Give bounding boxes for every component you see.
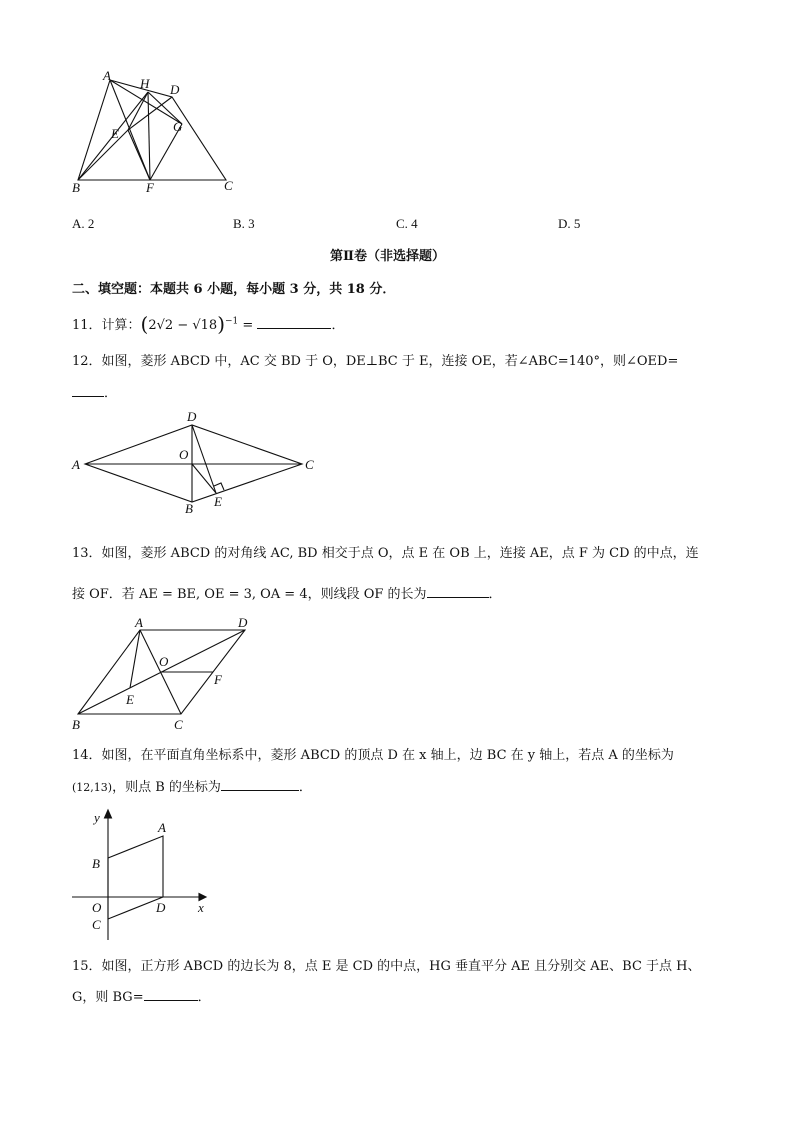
fig2-label-E: E <box>214 494 222 509</box>
fig2-label-O: O <box>179 447 189 462</box>
fig3-label-C: C <box>174 717 183 732</box>
q11-term-a: 2 <box>148 318 157 333</box>
q11-paren-close: ) <box>217 312 226 336</box>
fig1-label-H: H <box>140 76 150 91</box>
option-b: B. 3 <box>233 216 255 231</box>
q15-answer-blank[interactable] <box>144 988 198 1001</box>
fig4-label-C: C <box>92 917 101 932</box>
fig2-label-B: B <box>185 501 193 515</box>
fig4-label-D: D <box>156 900 166 915</box>
question-15-line1: 15．如图，正方形 ABCD 的边长为 8，点 E 是 CD 的中点，HG 垂直平分 AE 且分别交 AE、BC 于点 H、 <box>72 959 701 974</box>
fig1-label-E: E <box>111 126 119 141</box>
fig1-label-F: F <box>146 180 154 195</box>
fig4-label-O: O <box>92 900 102 915</box>
question-13-line2 <box>72 583 502 602</box>
q11-minus: − <box>173 318 193 333</box>
fig1-label-B: B <box>72 180 80 195</box>
option-c: C. 4 <box>396 216 418 231</box>
fig3-label-O: O <box>159 654 169 669</box>
figure-2-rhombus <box>66 405 326 515</box>
fig3-label-A: A <box>135 615 143 630</box>
question-12-line1: 12．如图，菱形 ABCD 中，AC 交 BD 于 O，DE⊥BC 于 E，连接 OE，若∠ABC=140°，则∠OED= <box>72 354 679 369</box>
question-14-line1: 14．如图，在平面直角坐标系中，菱形 ABCD 的顶点 D 在 x 轴上，边 BC 在 y 轴上，若点 A 的坐标为 <box>72 748 674 763</box>
q15-line2-text: G，则 BG= <box>72 990 144 1005</box>
fig3-label-F: F <box>214 672 222 687</box>
q11-sqrt-18: √18 <box>192 318 218 333</box>
question-13-line1: 13．如图，菱形 ABCD 的对角线 AC, BD 相交于点 O，点 E 在 OB 上，连接 AE，点 F 为 CD 的中点，连 <box>72 546 699 561</box>
fig1-label-D: D <box>170 82 180 97</box>
q12-answer-blank[interactable] <box>72 384 104 397</box>
q11-equals: = <box>238 318 258 333</box>
question-11 <box>72 312 344 336</box>
question-12-line2 <box>72 382 117 401</box>
section-title: 第Ⅱ卷（非选择题） <box>330 249 445 264</box>
q13-answer-blank[interactable] <box>427 585 489 598</box>
question-14-line2 <box>72 776 312 795</box>
fig1-label-A: A <box>103 68 111 83</box>
q14-line2-text: ，则点 B 的坐标为 <box>112 780 221 795</box>
q11-sqrt-2: √2 <box>156 318 174 333</box>
fig3-label-B: B <box>72 717 80 732</box>
figure-1-quadrilateral <box>66 66 246 196</box>
fig4-label-y: y <box>94 810 100 825</box>
figure-3-rhombus <box>66 610 266 738</box>
q11-prefix: 11．计算： <box>72 318 141 333</box>
question-15-line2 <box>72 986 211 1005</box>
fig4-label-x: x <box>198 900 204 915</box>
fig2-label-C: C <box>305 457 314 472</box>
fig3-label-E: E <box>126 692 134 707</box>
fig4-label-B: B <box>92 856 100 871</box>
fig2-label-D: D <box>187 409 197 424</box>
fig3-label-D: D <box>238 615 248 630</box>
fig1-outline <box>78 80 226 180</box>
fig1-label-C: C <box>224 178 233 193</box>
part2-heading: 二、填空题：本题共 6 小题，每小题 3 分，共 18 分． <box>72 282 396 297</box>
option-d: D. 5 <box>558 216 581 231</box>
q11-answer-blank[interactable] <box>257 316 331 329</box>
fig4-label-A: A <box>158 820 166 835</box>
q14-end: ． <box>298 780 312 795</box>
q13-line2-text: 接 OF．若 AE = BE, OE = 3, OA = 4，则线段 OF 的长为 <box>72 587 427 602</box>
figure-4-coordinate-rhombus <box>66 806 216 946</box>
q14-point-a-coord: (12,13) <box>72 781 113 794</box>
q12-end: ． <box>104 386 118 401</box>
q11-end: ． <box>331 318 345 333</box>
option-a: A. 2 <box>72 216 95 231</box>
q11-paren-open: ( <box>140 312 149 336</box>
q14-answer-blank[interactable] <box>221 778 299 791</box>
q13-end: ． <box>488 587 502 602</box>
q11-exponent: −1 <box>225 316 239 327</box>
q15-end: ． <box>197 990 211 1005</box>
fig1-label-G: G <box>173 119 183 134</box>
fig2-label-A: A <box>72 457 80 472</box>
